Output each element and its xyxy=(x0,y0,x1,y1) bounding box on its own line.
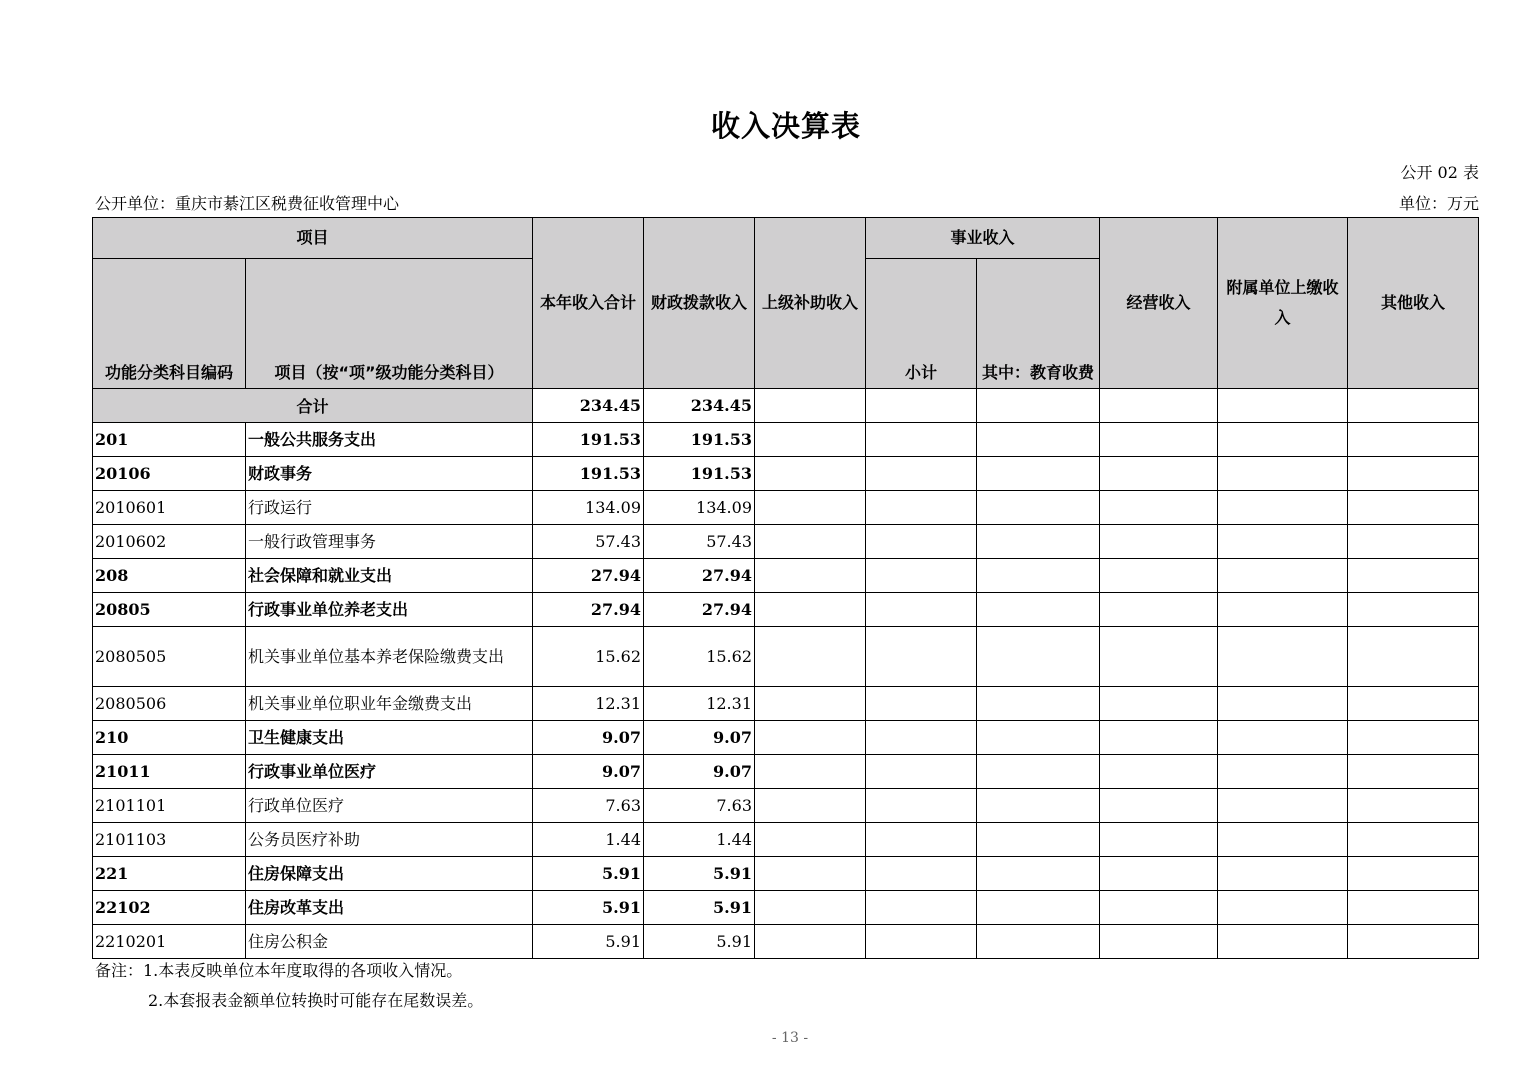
note-1: 备注：1.本表反映单位本年度取得的各项收入情况。 xyxy=(95,961,463,980)
empty-cell xyxy=(1100,457,1218,491)
empty-cell xyxy=(1348,857,1479,891)
row-fiscal: 1.44 xyxy=(644,823,755,857)
page-title: 收入决算表 xyxy=(710,109,861,143)
empty-cell xyxy=(866,627,977,687)
row-fiscal: 27.94 xyxy=(644,559,755,593)
empty-cell xyxy=(755,925,866,959)
row-total: 12.31 xyxy=(533,687,644,721)
header-operating: 经营收入 xyxy=(1100,218,1218,389)
empty-cell xyxy=(977,593,1100,627)
empty-cell xyxy=(755,627,866,687)
header-other: 其他收入 xyxy=(1348,218,1479,389)
row-fiscal: 191.53 xyxy=(644,423,755,457)
total-label: 合计 xyxy=(93,389,533,423)
empty-cell xyxy=(1218,857,1348,891)
row-name: 社会保障和就业支出 xyxy=(246,559,533,593)
row-total: 134.09 xyxy=(533,491,644,525)
empty-cell xyxy=(1348,627,1479,687)
empty-cell xyxy=(1100,891,1218,925)
row-total: 15.62 xyxy=(533,627,644,687)
empty-cell xyxy=(977,627,1100,687)
row-total: 7.63 xyxy=(533,789,644,823)
row-fiscal: 12.31 xyxy=(644,687,755,721)
empty-cell xyxy=(1348,457,1479,491)
empty-cell xyxy=(866,525,977,559)
empty-cell xyxy=(866,925,977,959)
header-edu: 其中：教育收费 xyxy=(977,259,1100,389)
row-total: 5.91 xyxy=(533,891,644,925)
row-fiscal: 5.91 xyxy=(644,925,755,959)
row-fiscal: 5.91 xyxy=(644,891,755,925)
empty-cell xyxy=(755,789,866,823)
empty-cell xyxy=(977,891,1100,925)
empty-cell xyxy=(866,891,977,925)
empty-cell xyxy=(1348,925,1479,959)
row-code: 20805 xyxy=(93,593,246,627)
empty-cell xyxy=(1100,755,1218,789)
empty-cell xyxy=(866,721,977,755)
empty-cell xyxy=(1348,525,1479,559)
note-2: 2.本套报表金额单位转换时可能存在尾数误差。 xyxy=(148,991,484,1010)
table-row xyxy=(93,925,1479,959)
row-name: 住房保障支出 xyxy=(246,857,533,891)
empty-cell xyxy=(1218,755,1348,789)
empty-cell xyxy=(866,457,977,491)
header-subtotal: 小计 xyxy=(866,259,977,389)
row-name: 一般行政管理事务 xyxy=(246,525,533,559)
row-code: 201 xyxy=(93,423,246,457)
table-row xyxy=(93,857,1479,891)
table-row xyxy=(93,559,1479,593)
empty-cell xyxy=(977,491,1100,525)
row-total: 191.53 xyxy=(533,423,644,457)
empty-cell xyxy=(1218,423,1348,457)
empty-cell xyxy=(755,457,866,491)
row-fiscal: 57.43 xyxy=(644,525,755,559)
row-code: 210 xyxy=(93,721,246,755)
row-code: 2010602 xyxy=(93,525,246,559)
row-name: 行政事业单位养老支出 xyxy=(246,593,533,627)
table-row xyxy=(93,755,1479,789)
empty-cell xyxy=(1348,687,1479,721)
empty-cell xyxy=(977,525,1100,559)
empty-cell xyxy=(1100,789,1218,823)
row-total: 5.91 xyxy=(533,857,644,891)
row-code: 2101101 xyxy=(93,789,246,823)
row-code: 2101103 xyxy=(93,823,246,857)
table-row xyxy=(93,593,1479,627)
table-row xyxy=(93,823,1479,857)
empty-cell xyxy=(755,559,866,593)
empty-cell xyxy=(977,925,1100,959)
table-row xyxy=(93,789,1479,823)
empty-cell xyxy=(755,423,866,457)
table-row xyxy=(93,721,1479,755)
empty-cell xyxy=(977,823,1100,857)
row-name: 行政事业单位医疗 xyxy=(246,755,533,789)
empty-cell xyxy=(1218,789,1348,823)
header-fiscal: 财政拨款收入 xyxy=(644,218,755,389)
empty-cell xyxy=(1100,559,1218,593)
empty-cell xyxy=(977,457,1100,491)
table-row xyxy=(93,457,1479,491)
table-row xyxy=(93,491,1479,525)
empty-cell xyxy=(1348,789,1479,823)
row-code: 22102 xyxy=(93,891,246,925)
header-subsidy: 上级补助收入 xyxy=(755,218,866,389)
row-code: 21011 xyxy=(93,755,246,789)
row-code: 2210201 xyxy=(93,925,246,959)
currency-unit: 单位：万元 xyxy=(1398,194,1479,213)
empty-cell xyxy=(1348,755,1479,789)
empty-cell xyxy=(866,823,977,857)
empty-cell xyxy=(755,857,866,891)
row-name: 机关事业单位职业年金缴费支出 xyxy=(246,687,533,721)
empty-cell xyxy=(1218,491,1348,525)
header-code: 功能分类科目编码 xyxy=(93,259,246,389)
empty-cell xyxy=(1218,891,1348,925)
row-total: 9.07 xyxy=(533,755,644,789)
empty-cell xyxy=(755,891,866,925)
empty-cell xyxy=(1218,559,1348,593)
empty-cell xyxy=(866,789,977,823)
row-name: 卫生健康支出 xyxy=(246,721,533,755)
row-fiscal: 9.07 xyxy=(644,755,755,789)
row-fiscal: 7.63 xyxy=(644,789,755,823)
row-total: 1.44 xyxy=(533,823,644,857)
row-fiscal: 191.53 xyxy=(644,457,755,491)
empty-cell xyxy=(1100,627,1218,687)
table-row xyxy=(93,525,1479,559)
empty-cell xyxy=(977,755,1100,789)
empty-cell xyxy=(977,857,1100,891)
empty-cell xyxy=(1218,525,1348,559)
table-row xyxy=(93,627,1479,687)
header-project-group: 项目 xyxy=(93,218,533,259)
empty-cell xyxy=(755,525,866,559)
empty-cell xyxy=(755,687,866,721)
row-fiscal: 15.62 xyxy=(644,627,755,687)
empty-cell xyxy=(755,755,866,789)
row-code: 2010601 xyxy=(93,491,246,525)
empty-cell xyxy=(1348,593,1479,627)
empty-cell xyxy=(866,559,977,593)
empty-cell xyxy=(1348,721,1479,755)
empty-cell xyxy=(977,789,1100,823)
empty-cell xyxy=(866,857,977,891)
row-total: 5.91 xyxy=(533,925,644,959)
empty-cell xyxy=(1100,423,1218,457)
row-name: 一般公共服务支出 xyxy=(246,423,533,457)
empty-cell xyxy=(1348,891,1479,925)
empty-cell xyxy=(1100,721,1218,755)
empty-cell xyxy=(1100,491,1218,525)
empty-cell xyxy=(1348,559,1479,593)
empty-cell xyxy=(866,687,977,721)
empty-cell xyxy=(755,823,866,857)
row-total: 57.43 xyxy=(533,525,644,559)
header-name: 项目（按“项”级功能分类科目） xyxy=(246,259,533,389)
empty-cell xyxy=(1218,687,1348,721)
row-name: 财政事务 xyxy=(246,457,533,491)
row-fiscal: 134.09 xyxy=(644,491,755,525)
empty-cell xyxy=(866,491,977,525)
empty-cell xyxy=(755,593,866,627)
empty-cell xyxy=(866,755,977,789)
row-code: 2080505 xyxy=(93,627,246,687)
empty-cell xyxy=(866,593,977,627)
row-name: 行政单位医疗 xyxy=(246,789,533,823)
empty-cell xyxy=(1218,593,1348,627)
empty-cell xyxy=(1218,721,1348,755)
empty-cell xyxy=(977,687,1100,721)
empty-cell xyxy=(1218,925,1348,959)
empty-cell xyxy=(1348,423,1479,457)
page-number: - 13 - xyxy=(771,1030,809,1046)
total-row xyxy=(93,389,1479,423)
row-name: 机关事业单位基本养老保险缴费支出 xyxy=(246,627,533,687)
empty-cell xyxy=(755,491,866,525)
empty-cell xyxy=(1218,627,1348,687)
table-row xyxy=(93,423,1479,457)
table-row xyxy=(93,891,1479,925)
reporting-unit: 公开单位：重庆市綦江区税费征收管理中心 xyxy=(95,194,400,213)
row-name: 行政运行 xyxy=(246,491,533,525)
empty-cell xyxy=(1100,687,1218,721)
row-code: 221 xyxy=(93,857,246,891)
header-affiliated: 附属单位上缴收入 xyxy=(1218,218,1348,389)
empty-cell xyxy=(1348,491,1479,525)
row-code: 20106 xyxy=(93,457,246,491)
header-total: 本年收入合计 xyxy=(533,218,644,389)
row-name: 住房改革支出 xyxy=(246,891,533,925)
total-row-fiscal: 234.45 xyxy=(644,389,755,423)
header-business-group: 事业收入 xyxy=(866,218,1100,259)
row-code: 208 xyxy=(93,559,246,593)
row-code: 2080506 xyxy=(93,687,246,721)
empty-cell xyxy=(1100,857,1218,891)
row-fiscal: 9.07 xyxy=(644,721,755,755)
row-name: 公务员医疗补助 xyxy=(246,823,533,857)
empty-cell xyxy=(1218,823,1348,857)
empty-cell xyxy=(1100,925,1218,959)
row-total: 191.53 xyxy=(533,457,644,491)
empty-cell xyxy=(977,559,1100,593)
empty-cell xyxy=(1348,823,1479,857)
row-name: 住房公积金 xyxy=(246,925,533,959)
empty-cell xyxy=(977,423,1100,457)
form-number: 公开 02 表 xyxy=(1400,163,1479,182)
empty-cell xyxy=(1100,525,1218,559)
empty-cell xyxy=(1100,823,1218,857)
empty-cell xyxy=(755,721,866,755)
row-fiscal: 27.94 xyxy=(644,593,755,627)
income-table xyxy=(92,217,1479,959)
empty-cell xyxy=(1100,593,1218,627)
row-fiscal: 5.91 xyxy=(644,857,755,891)
row-total: 9.07 xyxy=(533,721,644,755)
row-total: 27.94 xyxy=(533,593,644,627)
row-total: 27.94 xyxy=(533,559,644,593)
empty-cell xyxy=(866,423,977,457)
empty-cell xyxy=(1218,457,1348,491)
empty-cell xyxy=(977,721,1100,755)
total-row-total: 234.45 xyxy=(533,389,644,423)
table-row xyxy=(93,687,1479,721)
header-row-1 xyxy=(93,218,1479,259)
